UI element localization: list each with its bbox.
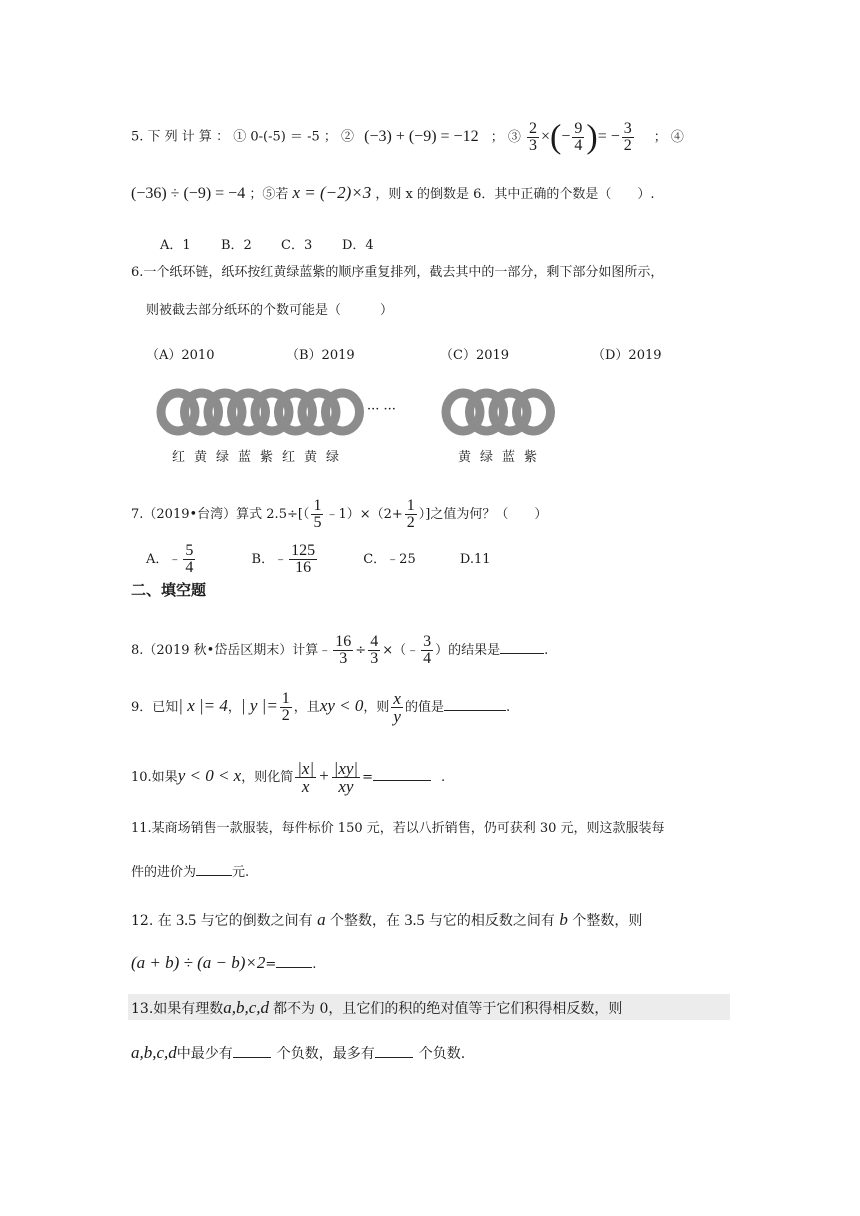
section-heading: 二、填空题 (131, 581, 207, 599)
q6-option-a: （A）2010 (146, 348, 215, 363)
q9-line: 9．已知| x |= 4，| y |= $\frac{1}{2}$ ，且xy < 0，则 $\frac{x}{y}$ 的值是 . (131, 689, 511, 726)
q12-answer-blank (276, 967, 312, 968)
paper-ring (517, 393, 551, 431)
q7-option-d: D.11 (459, 552, 491, 567)
q13-answer-blank-max (375, 1057, 413, 1058)
q8-answer-blank (500, 653, 544, 654)
q8-line: 8.（2019 秋•岱岳区期末）计算﹣ $\frac{16}{3}$ ÷ $\frac{4}{3}$ ×（﹣ $\frac{3}{4}$ ）的结果是 . (131, 633, 549, 667)
q10-line: 10.如果y < 0 < x，则化简 $\frac{|x|}{x}$ + $\frac{|xy|}{xy}$ = . (131, 759, 446, 796)
q13-line1: 13.如果有理数a,b,c,d 都不为 0，且它们的积的绝对值等于它们积得相反数，则 (131, 998, 623, 1017)
q7-options (146, 543, 491, 576)
q9-answer-blank (444, 710, 506, 711)
q5-expr4: (−36) ÷ (−9) = −4 (131, 185, 246, 202)
ring-ellipsis: ··· ··· (367, 402, 396, 417)
q7-line: 7.（2019•台湾）算式 2.5÷[（ $\frac{1}{5}$ ﹣1）×（2+ $\frac{1}{2}$ ）]之值为何？（ ） (131, 497, 548, 531)
q5-line2: (−36) ÷ (−9) = −4 ；⑤若 x = (−2)×3 ，则 x 的倒数是 6．其中正确的个数是（ ）. (131, 183, 655, 202)
q5-option-d: D．4 (342, 238, 374, 253)
paper-ring-chain-figure (150, 387, 570, 437)
q5-option-c: C．3 (281, 238, 313, 253)
q12-line1: 12. 在 3.5 与它的倒数之间有 a 个整数，在 3.5 与它的相反数之间有 b 个整数，则 (131, 910, 643, 929)
q6-option-b: （B）2019 (286, 348, 355, 363)
ring-caption-left: 红黄绿蓝紫红黄绿 (172, 450, 349, 465)
q5-expr2: (−3) + (−9) = −12 (364, 127, 479, 145)
q11-line2: 件的进价为 元. (131, 865, 250, 880)
q5-expr5: x = (−2)×3 (292, 183, 372, 202)
q11-line1: 11.某商场销售一款服装，每件标价 150 元，若以八折销售，仍可获利 30 元，则这款服装每 (131, 821, 665, 836)
q7-option-a: A．﹣ $\frac{5}{4}$ (146, 542, 194, 576)
ring-caption-right: 黄绿蓝紫 (458, 450, 547, 465)
q6-option-c: （C）2019 (440, 348, 510, 363)
paper-ring (326, 393, 360, 431)
q5-line1: 5. 下 列 计 算 ： ① 0-(-5) ＝ -5 ； ② (−3) + (−9) = −12 ； ③ $\frac{2}{3}$ ×(− $\frac{9}{4}$ )= − $\frac{3}{2}$ ； ④ (131, 118, 684, 155)
q11-answer-blank (196, 875, 232, 876)
q6-line2: 则被截去部分纸环的个数可能是（ ） (146, 303, 394, 318)
q13-line2: a,b,c,d中最少有 个负数，最多有 个负数. (131, 1043, 466, 1062)
q7-option-b: B．﹣ $\frac{125}{16}$ (251, 542, 316, 576)
q10-answer-blank (373, 780, 431, 781)
q6-line1: 6.一个纸环链，纸环按红黄绿蓝紫的顺序重复排列，截去其中的一部分，剩下部分如图所示， (131, 265, 664, 280)
q5-option-b: B．2 (221, 238, 252, 253)
q13-answer-blank-min (233, 1057, 271, 1058)
q5-option-a: A．1 (160, 238, 191, 253)
q6-option-d: （D）2019 (592, 348, 662, 363)
q12-line2: (a + b) ÷ (a − b)×2= . (131, 953, 317, 972)
q7-option-c: C．﹣25 (363, 552, 416, 567)
q5-expr3: $\frac{2}{3}$ ×(− $\frac{9}{4}$ )= − $\frac{3}{2}$ (529, 118, 632, 155)
